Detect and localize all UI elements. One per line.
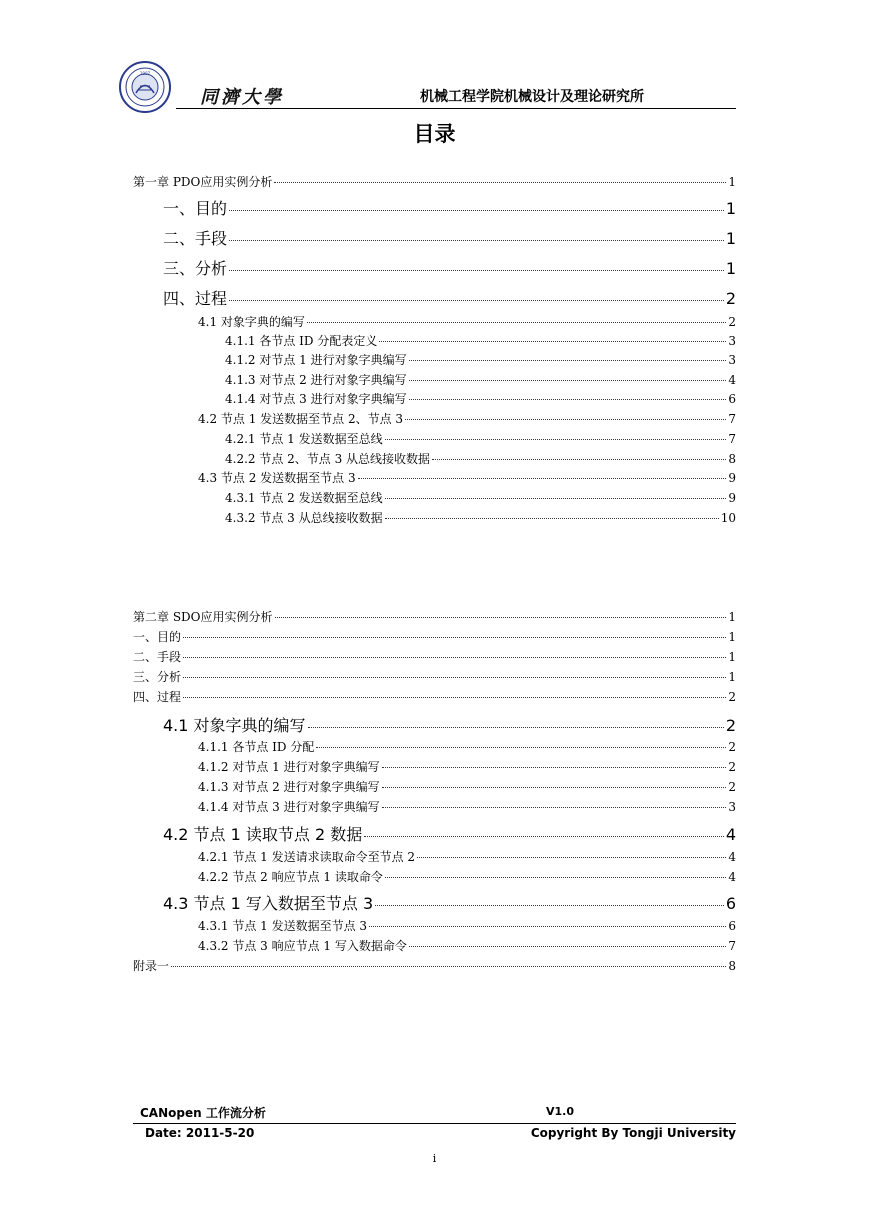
toc-page-number: 2	[728, 760, 736, 774]
toc-entry-text: 4.2.2 节点 2、节点 3 从总线接收数据	[225, 452, 431, 466]
toc-entry-text: 4.3.2 节点 3 从总线接收数据	[225, 511, 383, 525]
toc-leader	[229, 240, 724, 241]
toc-leader	[409, 380, 727, 381]
toc-page-number: 3	[728, 334, 736, 348]
toc-entry-text: 4.1.4 对节点 3 进行对象字典编写	[225, 392, 407, 406]
toc-page-number: 2	[728, 780, 736, 794]
toc-entry[interactable]	[198, 313, 736, 330]
toc-page-number: 7	[728, 432, 736, 446]
toc-page-number: 8	[728, 452, 736, 466]
toc-leader	[409, 946, 726, 947]
toc-page-number: 1	[725, 199, 736, 218]
toc-leader	[385, 877, 726, 878]
toc-page-number: 6	[725, 894, 736, 913]
toc-page-number: 1	[728, 175, 736, 189]
toc-leader	[385, 439, 727, 440]
footer-version: V1.0	[546, 1105, 574, 1118]
toc-page-number: 9	[728, 471, 736, 485]
toc-entry-text: 4.2 节点 1 读取节点 2 数据	[163, 825, 363, 844]
toc-page-number: 1	[725, 259, 736, 278]
toc-entry-text: 4.1.4 对节点 3 进行对象字典编写	[198, 800, 380, 814]
toc-page-number: 7	[728, 939, 736, 953]
toc-entry-text: 4.3.1 节点 2 发送数据至总线	[225, 491, 383, 505]
toc-page-number: 4	[728, 870, 736, 884]
toc-entry-text: 二、手段	[163, 229, 228, 248]
toc-entry[interactable]	[198, 917, 736, 934]
toc-leader	[417, 857, 726, 858]
toc-leader	[229, 210, 724, 211]
toc-page-number: 1	[728, 630, 736, 644]
toc-entry[interactable]	[198, 758, 736, 775]
toc-entry[interactable]	[198, 738, 736, 755]
toc-leader	[358, 478, 727, 479]
footer-doc-title: CANopen 工作流分析	[140, 1106, 266, 1120]
toc-entry[interactable]	[225, 351, 736, 368]
toc-page-number: 2	[728, 315, 736, 329]
footer-copyright: Copyright By Tongji University	[530, 1126, 736, 1140]
toc-entry[interactable]	[133, 608, 736, 625]
toc-entry[interactable]	[163, 256, 736, 279]
toc-entry[interactable]	[225, 430, 736, 447]
toc-leader	[275, 617, 727, 618]
toc-leader	[307, 322, 726, 323]
toc-leader	[229, 270, 724, 271]
toc-entry-text: 4.3 节点 1 写入数据至节点 3	[163, 894, 374, 913]
toc-page-number: 9	[728, 491, 736, 505]
toc-entry[interactable]	[163, 196, 736, 219]
page-title: 目录	[413, 122, 456, 146]
toc-entry[interactable]	[198, 937, 736, 954]
toc-page-number: 10	[720, 511, 736, 525]
toc-entry[interactable]	[198, 798, 736, 815]
toc-page-number: 1	[728, 670, 736, 684]
toc-leader	[183, 637, 726, 638]
toc-leader	[409, 360, 727, 361]
toc-entry-text: 4.1.1 各节点 ID 分配	[198, 740, 315, 754]
toc-entry[interactable]	[133, 668, 736, 685]
header-divider	[176, 108, 736, 109]
toc-entry[interactable]	[133, 173, 736, 190]
toc-entry-text: 四、过程	[163, 289, 228, 308]
toc-entry-text: 一、目的	[133, 630, 182, 644]
toc-page-number: 4	[725, 825, 736, 844]
toc-page-number: 8	[728, 959, 736, 973]
toc-entry-text: 4.3.1 节点 1 发送数据至节点 3	[198, 919, 368, 933]
toc-entry[interactable]	[198, 469, 736, 486]
toc-entry[interactable]	[163, 891, 736, 914]
toc-page-number: 3	[728, 353, 736, 367]
toc-page-number: 6	[728, 392, 736, 406]
toc-entry-text: 4.2.2 节点 2 响应节点 1 读取命令	[198, 870, 383, 884]
footer-date: Date: 2011-5-20	[145, 1126, 255, 1140]
toc-entry-text: 4.1.2 对节点 1 进行对象字典编写	[198, 760, 380, 774]
toc-leader	[382, 787, 727, 788]
toc-entry-text: 4.1 对象字典的编写	[198, 315, 305, 329]
toc-leader	[385, 498, 727, 499]
toc-entry[interactable]	[163, 226, 736, 249]
toc-entry[interactable]	[198, 848, 736, 865]
toc-leader	[379, 341, 726, 342]
toc-entry-text: 4.1 对象字典的编写	[163, 716, 306, 735]
toc-leader	[382, 807, 727, 808]
toc-entry-text: 第二章 SDO应用实例分析	[133, 610, 273, 624]
toc-page-number: 3	[728, 800, 736, 814]
toc-entry-text: 第一章 PDO应用实例分析	[133, 175, 273, 189]
toc-page-number: 2	[725, 289, 736, 308]
toc-entry[interactable]	[225, 509, 736, 526]
toc-entry-text: 四、过程	[133, 690, 182, 704]
toc-leader	[385, 518, 719, 519]
toc-page-number: 2	[728, 740, 736, 754]
toc-entry[interactable]	[225, 450, 736, 467]
page-number: i	[432, 1152, 437, 1165]
toc-entry[interactable]	[163, 713, 736, 736]
toc-entry-text: 三、分析	[133, 670, 182, 684]
toc-entry[interactable]	[133, 688, 736, 705]
toc-entry[interactable]	[198, 410, 736, 427]
toc-entry[interactable]	[133, 957, 736, 974]
toc-entry[interactable]	[163, 286, 736, 309]
toc-page-number: 6	[728, 919, 736, 933]
toc-entry-text: 4.3 节点 2 发送数据至节点 3	[198, 471, 356, 485]
toc-entry-text: 4.2.1 节点 1 发送数据至总线	[225, 432, 383, 446]
toc-entry[interactable]	[133, 628, 736, 645]
toc-leader	[274, 182, 726, 183]
toc-entry[interactable]	[225, 390, 736, 407]
toc-leader	[171, 966, 726, 967]
toc-leader	[405, 419, 726, 420]
toc-entry[interactable]	[198, 868, 736, 885]
toc-page-number: 2	[728, 690, 736, 704]
toc-leader	[369, 926, 726, 927]
toc-page-number: 7	[728, 412, 736, 426]
toc-leader	[183, 657, 726, 658]
toc-page-number: 2	[725, 716, 736, 735]
toc-entry[interactable]	[225, 371, 736, 388]
toc-leader	[364, 836, 724, 837]
footer-divider	[133, 1123, 736, 1124]
toc-page-number: 1	[725, 229, 736, 248]
toc-entry[interactable]	[133, 648, 736, 665]
tongji-university-logo	[118, 60, 172, 114]
toc-entry-text: 4.2.1 节点 1 发送请求读取命令至节点 2	[198, 850, 416, 864]
toc-entry-text: 4.2 节点 1 发送数据至节点 2、节点 3	[198, 412, 404, 426]
toc-leader	[432, 459, 726, 460]
svg-text:1907: 1907	[139, 71, 151, 76]
toc-leader	[316, 747, 726, 748]
toc-leader	[409, 399, 727, 400]
toc-page-number: 4	[728, 373, 736, 387]
toc-page-number: 1	[728, 610, 736, 624]
toc-entry-text: 4.1.2 对节点 1 进行对象字典编写	[225, 353, 407, 367]
school-name: 同濟大學	[200, 87, 284, 108]
toc-entry[interactable]	[225, 332, 736, 349]
toc-entry-text: 4.1.3 对节点 2 进行对象字典编写	[225, 373, 407, 387]
toc-entry[interactable]	[163, 822, 736, 845]
toc-leader	[183, 697, 726, 698]
toc-entry-text: 二、手段	[133, 650, 182, 664]
toc-entry[interactable]	[198, 778, 736, 795]
toc-entry-text: 三、分析	[163, 259, 228, 278]
toc-entry-text: 4.1.1 各节点 ID 分配表定义	[225, 334, 378, 348]
institute-name: 机械工程学院机械设计及理论研究所	[420, 89, 644, 105]
toc-entry-text: 4.3.2 节点 3 响应节点 1 写入数据命令	[198, 939, 407, 953]
toc-entry-text: 附录一	[133, 959, 170, 973]
toc-entry[interactable]	[225, 489, 736, 506]
toc-page-number: 1	[728, 650, 736, 664]
toc-leader	[229, 300, 724, 301]
toc-entry-text: 一、目的	[163, 199, 228, 218]
toc-leader	[382, 767, 727, 768]
toc-page-number: 4	[728, 850, 736, 864]
toc-leader	[183, 677, 726, 678]
toc-leader	[375, 905, 724, 906]
toc-entry-text: 4.1.3 对节点 2 进行对象字典编写	[198, 780, 380, 794]
toc-leader	[308, 727, 724, 728]
